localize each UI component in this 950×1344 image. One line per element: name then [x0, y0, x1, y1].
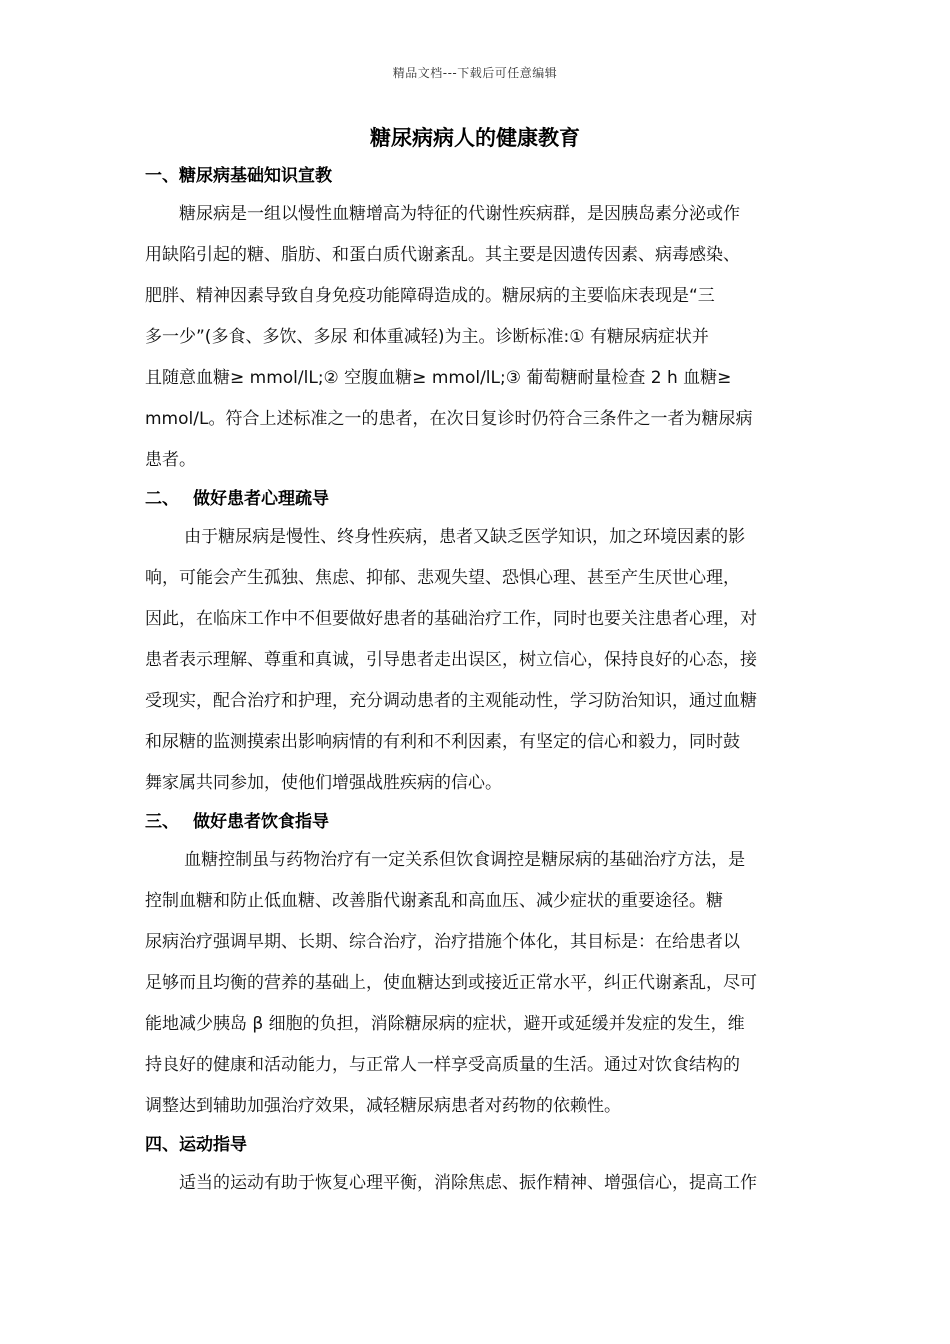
paragraph-line: 患者表示理解、尊重和真诚，引导患者走出误区，树立信心，保持良好的心态，接 [145, 650, 757, 670]
paragraph-line: 因此，在临床工作中不但要做好患者的基础治疗工作，同时也要关注患者心理，对 [145, 609, 757, 629]
paragraph-line: 糖尿病是一组以慢性血糖增高为特征的代谢性疾病群，是因胰岛素分泌或作 [179, 204, 740, 224]
section-paragraph-4 [145, 1163, 815, 1204]
paragraph-line: mmol/L。符合上述标准之一的患者，在次日复诊时仍符合三条件之一者为糖尿病 [145, 409, 753, 429]
paragraph-line: 持良好的健康和活动能力，与正常人一样享受高质量的生活。通过对饮食结构的 [145, 1055, 740, 1075]
section-heading-3 [145, 804, 815, 840]
paragraph-line: 舞家属共同参加，使他们增强战胜疾病的信心。 [145, 773, 502, 793]
section-number: 三、 [145, 812, 179, 832]
paragraph-line: 多一少”(多食、多饮、多尿 和体重减轻)为主。诊断标准:① 有糖尿病症状并 [145, 327, 709, 347]
page-header: 精品文档---下载后可任意编辑 [392, 66, 558, 80]
paragraph-line: 血糖控制虽与药物治疗有一定关系但饮食调控是糖尿病的基础治疗方法，是 [184, 850, 746, 870]
paragraph-line: 且随意血糖≥ mmol/lL;② 空腹血糖≥ mmol/lL;③ 葡萄糖耐量检查 2 h 血糖≥ [145, 368, 732, 388]
paragraph-line: 调整达到辅助加强治疗效果，减轻糖尿病患者对药物的依赖性。 [145, 1096, 621, 1116]
paragraph-line: 患者。 [145, 450, 196, 470]
document-body [145, 158, 815, 1204]
paragraph-line: 响，可能会产生孤独、焦虑、抑郁、悲观失望、恐惧心理、甚至产生厌世心理， [145, 568, 740, 588]
section-heading-4: 四、运动指导 [145, 1135, 247, 1155]
paragraph-line: 肥胖、精神因素导致自身免疫功能障碍造成的。糖尿病的主要临床表现是“三 [145, 286, 715, 306]
section-number: 二、 [145, 489, 179, 509]
section-title: 做好患者饮食指导 [193, 812, 329, 832]
paragraph-line: 适当的运动有助于恢复心理平衡，消除焦虑、振作精神、增强信心，提高工作 [179, 1173, 757, 1193]
document-title: 糖尿病病人的健康教育 [370, 126, 580, 150]
section-title: 做好患者心理疏导 [193, 489, 329, 509]
paragraph-line: 受现实，配合治疗和护理，充分调动患者的主观能动性，学习防治知识，通过血糖 [145, 691, 757, 711]
paragraph-line: 和尿糖的监测摸索出影响病情的有利和不利因素，有坚定的信心和毅力，同时鼓 [145, 732, 740, 752]
section-paragraph-3 [145, 840, 815, 1127]
paragraph-line: 由于糖尿病是慢性、终身性疾病，患者又缺乏医学知识，加之环境因素的影 [184, 527, 746, 547]
paragraph-line: 控制血糖和防止低血糖、改善脂代谢紊乱和高血压、减少症状的重要途径。糖 [145, 891, 723, 911]
paragraph-line: 用缺陷引起的糖、脂肪、和蛋白质代谢紊乱。其主要是因遗传因素、病毒感染、 [145, 245, 740, 265]
section-heading-1: 一、糖尿病基础知识宣教 [145, 166, 332, 186]
paragraph-line: 尿病治疗强调早期、长期、综合治疗，治疗措施个体化，其目标是：在给患者以 [145, 932, 740, 952]
paragraph-line: 足够而且均衡的营养的基础上，使血糖达到或接近正常水平，纠正代谢紊乱，尽可 [145, 973, 757, 993]
paragraph-line: 能地减少胰岛 β 细胞的负担，消除糖尿病的症状，避开或延缓并发症的发生，维 [145, 1014, 745, 1034]
section-paragraph-1 [145, 194, 815, 481]
section-heading-2 [145, 481, 815, 517]
section-paragraph-2 [145, 517, 815, 804]
